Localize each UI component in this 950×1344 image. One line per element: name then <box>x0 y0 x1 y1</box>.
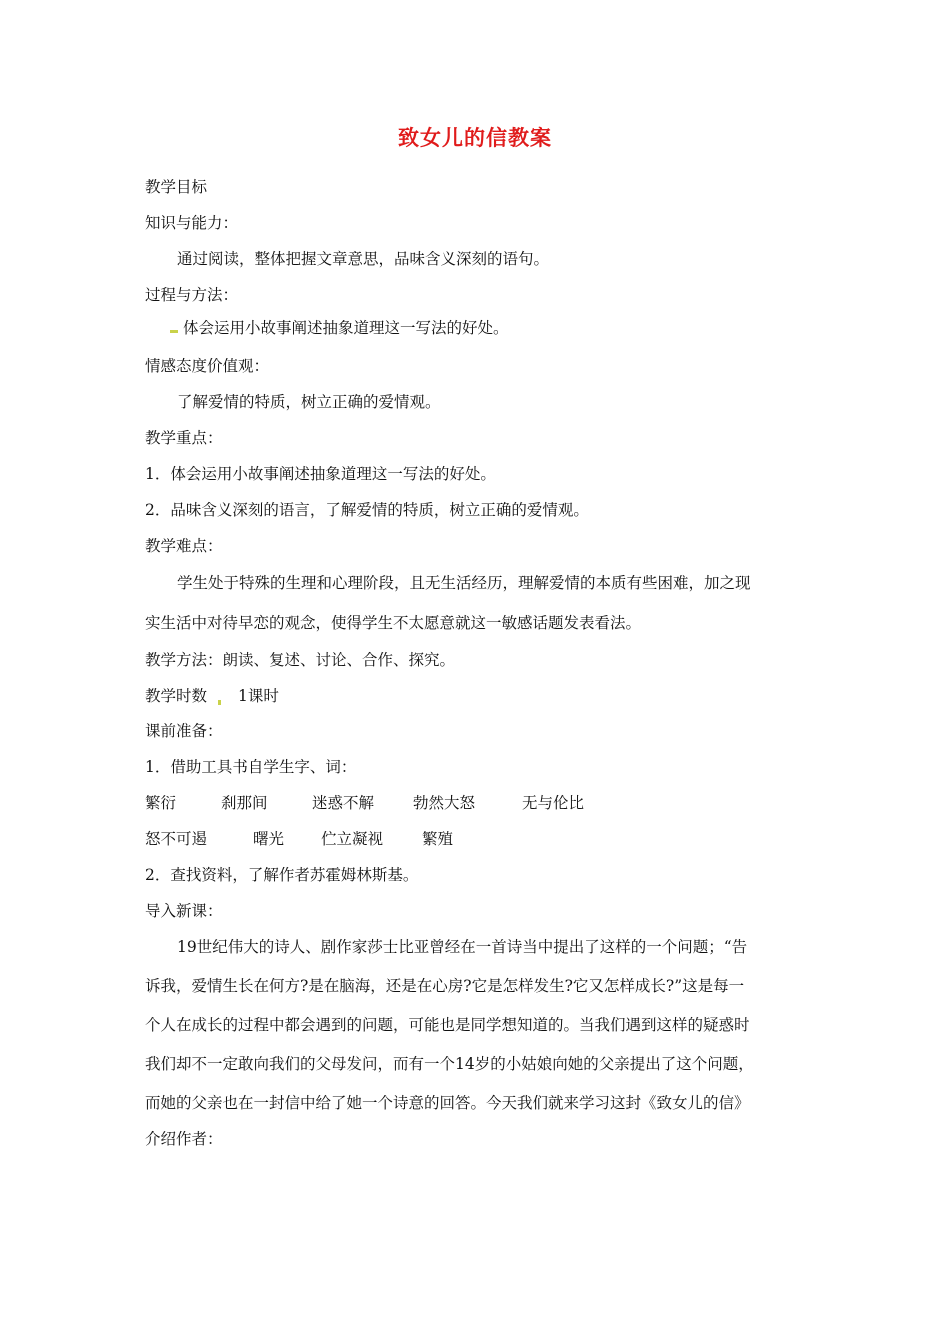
vocab-word: 迷惑不解 <box>312 794 375 812</box>
focus-item: 2．品味含义深刻的语言，了解爱情的特质，树立正确的爱情观。 <box>145 501 589 519</box>
vocab-word: 无与伦比 <box>522 794 585 812</box>
vocab-word: 怒不可遏 <box>145 830 208 848</box>
difficulty-line: 实生活中对待早恋的观念，使得学生不太愿意就这一敏感话题发表看法。 <box>145 614 642 632</box>
vocab-word: 刹那间 <box>221 794 268 812</box>
hours-label: 教学时数 <box>145 687 208 705</box>
vocab-word: 勃然大怒 <box>413 794 476 812</box>
highlight-mark <box>218 700 221 705</box>
focus-heading: 教学重点： <box>145 429 223 447</box>
intro-heading: 导入新课： <box>145 902 223 920</box>
vocab-word: 曙光 <box>253 830 285 848</box>
vocab-word: 繁衍 <box>145 794 177 812</box>
prep-item-2: 2．查找资料，了解作者苏霍姆林斯基。 <box>145 866 419 884</box>
knowledge-text: 通过阅读，整体把握文章意思，品味含义深刻的语句。 <box>177 250 550 268</box>
vocab-word: 伫立凝视 <box>321 830 384 848</box>
intro-line: 诉我，爱情生长在何方?是在脑海，还是在心房?它是怎样发生?它又怎样成长?”这是每一 <box>145 977 745 995</box>
intro-line: 19世纪伟大的诗人、剧作家莎士比亚曾经在一首诗当中提出了这样的一个问题；“告 <box>177 938 748 956</box>
intro-line: 个人在成长的过程中都会遇到的问题，可能也是同学想知道的。当我们遇到这样的疑惑时 <box>145 1016 750 1034</box>
highlight-mark <box>170 330 178 333</box>
focus-item: 1．体会运用小故事阐述抽象道理这一写法的好处。 <box>145 465 496 483</box>
intro-line: 而她的父亲也在一封信中给了她一个诗意的回答。今天我们就来学习这封《致女儿的信》 <box>145 1094 750 1112</box>
prep-item-1: 1．借助工具书自学生字、词： <box>145 758 357 776</box>
hours-value: 1课时 <box>238 687 279 705</box>
knowledge-heading: 知识与能力： <box>145 214 239 232</box>
intro-line: 我们却不一定敢向我们的父母发问，而有一个14岁的小姑娘向她的父亲提出了这个问题， <box>145 1055 754 1073</box>
difficulty-heading: 教学难点： <box>145 537 223 555</box>
document-title: 致女儿的信教案 <box>398 125 552 150</box>
difficulty-line: 学生处于特殊的生理和心理阶段，且无生活经历，理解爱情的本质有些困难，加之现 <box>177 574 751 592</box>
emotion-text: 了解爱情的特质，树立正确的爱情观。 <box>177 393 441 411</box>
methods-line: 教学方法：朗读、复述、讨论、合作、探究。 <box>145 651 456 669</box>
process-heading: 过程与方法： <box>145 286 239 304</box>
process-text: 体会运用小故事阐述抽象道理这一写法的好处。 <box>183 319 509 337</box>
author-heading: 介绍作者： <box>145 1130 223 1148</box>
vocab-word: 繁殖 <box>422 830 454 848</box>
prep-heading: 课前准备： <box>145 722 223 740</box>
emotion-heading: 情感态度价值观： <box>145 357 270 375</box>
objectives-heading: 教学目标 <box>145 178 208 196</box>
